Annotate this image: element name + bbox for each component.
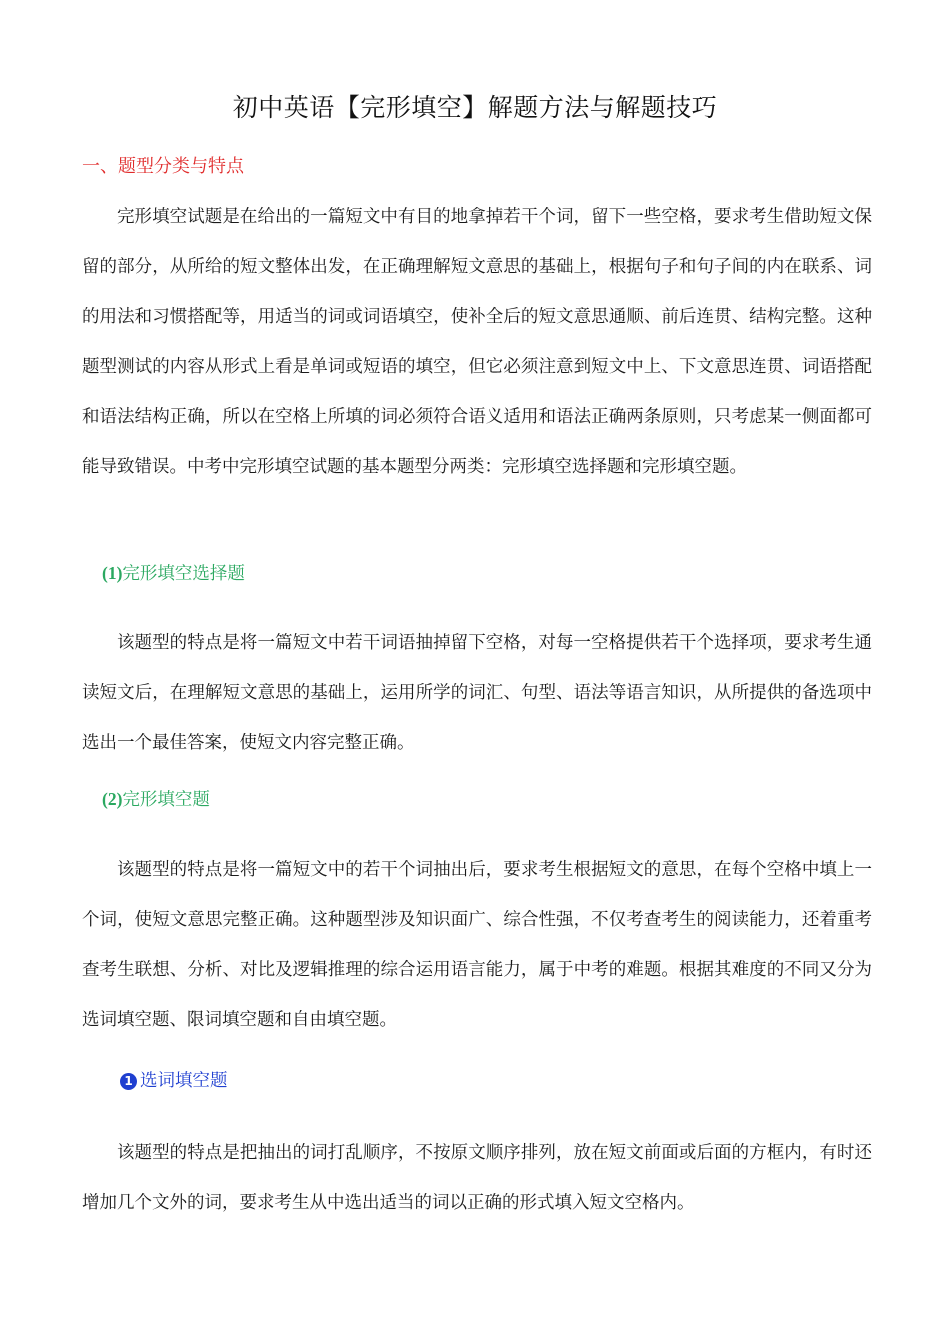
subheading-number: (1): [102, 563, 123, 583]
fill-cloze-paragraph: 该题型的特点是将一篇短文中的若干个词抽出后，要求考生根据短文的意思，在每个空格中填上一个词，使短文意思完整正确。这种题型涉及知识面广、综合性强，不仅考查考生的阅读能力，还着重考查考生联想、分析、对比及逻辑推理的综合运用语言能力，属于中考的难题。根据其难度的不同又分为选词填空题、限词填空题和自由填空题。: [82, 860, 872, 1030]
subheading-word-choice: [120, 1067, 228, 1092]
subheading-label: 选词填空题: [140, 1071, 228, 1091]
subheading-label: 完形填空题: [122, 790, 210, 810]
intro-paragraph: 完形填空试题是在给出的一篇短文中有目的地拿掉若干个词，留下一些空格，要求考生借助短文保留的部分，从所给的短文整体出发，在正确理解短文意思的基础上，根据句子和句子间的内在联系、词的用法和习惯搭配等，用适当的词或词语填空，使补全后的短文意思通顺、前后连贯、结构完整。这种题型测试的内容从形式上看是单词或短语的填空，但它必须注意到短文中上、下文意思连贯、词语搭配和语法结构正确，所以在空格上所填的词必须符合语义适用和语法正确两条原则，只考虑某一侧面都可能导致错误。中考中完形填空试题的基本题型分两类：完形填空选择题和完形填空题。: [82, 207, 872, 477]
subheading-number: (2): [102, 789, 123, 809]
document-title: 初中英语【完形填空】解题方法与解题技巧: [232, 93, 718, 122]
section-heading: 一、题型分类与特点: [82, 156, 244, 177]
choice-cloze-paragraph: 该题型的特点是将一篇短文中若干词语抽掉留下空格，对每一空格提供若干个选择项，要求考生通读短文后，在理解短文意思的基础上，运用所学的词汇、句型、语法等语言知识，从所提供的备选项中选出一个最佳答案，使短文内容完整正确。: [82, 633, 872, 753]
word-choice-paragraph: 该题型的特点是把抽出的词打乱顺序，不按原文顺序排列，放在短文前面或后面的方框内，有时还增加几个文外的词，要求考生从中选出适当的词以正确的形式填入短文空格内。: [82, 1143, 872, 1213]
number-one-badge-icon: 1: [120, 1073, 137, 1090]
subheading-fill-cloze: [102, 786, 210, 811]
subheading-label: 完形填空选择题: [122, 564, 245, 584]
subheading-choice-cloze: [102, 560, 245, 585]
